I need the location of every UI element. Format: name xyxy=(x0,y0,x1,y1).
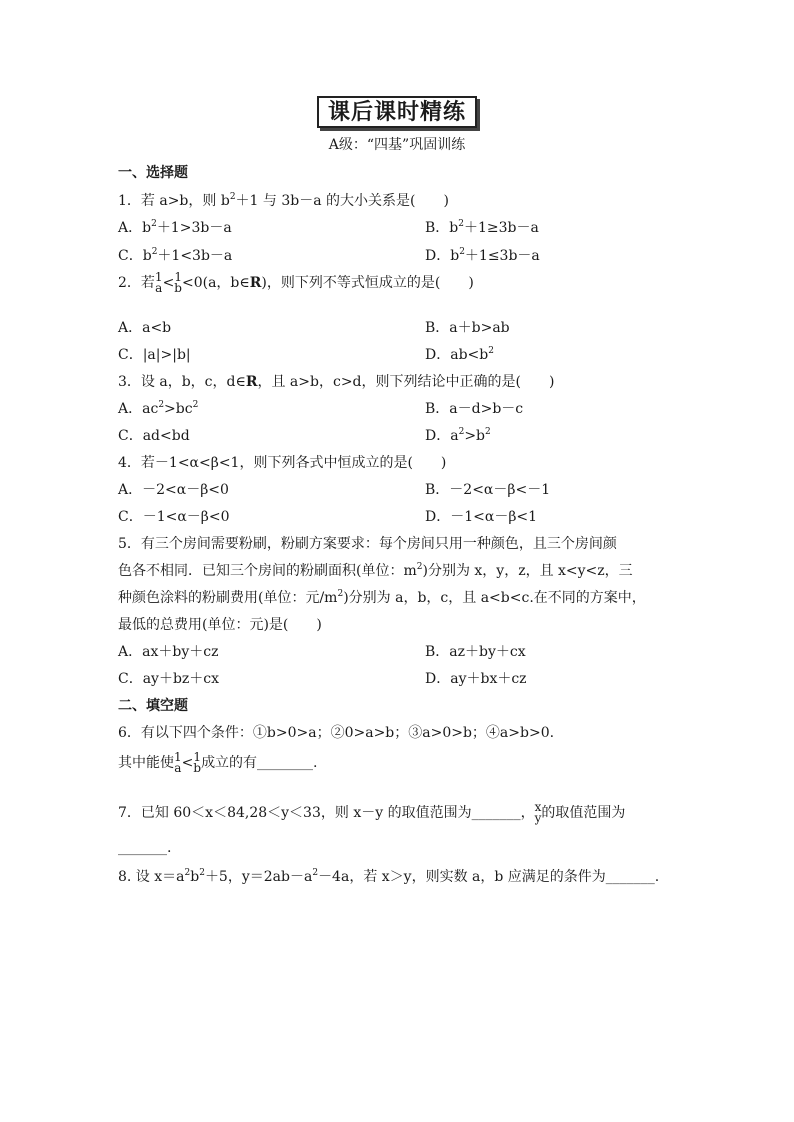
option-text: >bc xyxy=(164,401,193,417)
question-4-stem: 4．若－1<α<β<1，则下列各式中恒成立的是( ) xyxy=(118,455,447,471)
q1-option-b[interactable] xyxy=(425,217,539,237)
frac-den: a xyxy=(174,761,182,775)
fraction-1-over-b xyxy=(174,272,182,294)
q5-option-b[interactable]: B．az＋by＋cx xyxy=(425,644,526,660)
question-7-line-1 xyxy=(118,802,625,824)
option-text: D．a xyxy=(425,428,459,444)
frac-den: b xyxy=(174,281,182,295)
q2-option-a[interactable]: A．a<b xyxy=(118,320,172,336)
q7-answer-blank[interactable]: _______. xyxy=(118,840,172,856)
page-title: 课后课时精练 xyxy=(317,96,477,128)
q3-stem-part: 3．设 a，b，c，d∈ xyxy=(118,374,246,390)
option-text: D．ab<b xyxy=(425,347,489,363)
q7-text[interactable]: 7．已知 60＜x＜84,28＜y＜33，则 x－y 的取值范围为_______， xyxy=(118,805,535,821)
q6-answer-blank[interactable]: 成立的有________. xyxy=(201,755,318,771)
question-5-line-4: 最低的总费用(单位：元)是( ) xyxy=(118,617,322,633)
frac-num: x xyxy=(534,800,542,814)
q5-sup: 2 xyxy=(416,562,423,572)
frac-den: y xyxy=(534,811,542,825)
q8-answer-blank[interactable]: －4a，若 x＞y，则实数 a，b 应满足的条件为_______. xyxy=(318,869,660,885)
q7-text: 的取值范围为 xyxy=(541,805,626,821)
q4-option-b[interactable]: B．－2<α－β<－1 xyxy=(425,482,551,498)
question-1-stem xyxy=(118,190,449,210)
option-sup: 2 xyxy=(488,346,494,356)
option-text: A．ac xyxy=(118,401,159,417)
q2-option-c[interactable]: C．|a|>|b| xyxy=(118,347,191,363)
q2-option-d[interactable] xyxy=(425,344,494,364)
q8-sup: 2 xyxy=(184,868,191,878)
question-5-line-2 xyxy=(118,560,633,580)
frac-num: 1 xyxy=(174,270,182,284)
q5-text: 色各不相同．已知三个房间的粉刷面积(单位：m xyxy=(118,563,417,579)
fraction-1-over-a xyxy=(174,752,182,774)
q1-stem-part: 1．若 a>b，则 b xyxy=(118,193,230,209)
q1-stem-sup: 2 xyxy=(229,192,236,202)
fraction-1-over-a xyxy=(155,272,163,294)
q4-option-d[interactable]: D．－1<α－β<1 xyxy=(425,509,538,525)
q1-option-d[interactable] xyxy=(425,245,540,265)
option-sup: 2 xyxy=(485,427,491,437)
q3-option-c[interactable]: C．ad<bd xyxy=(118,428,190,444)
option-text: ＋1<3b－a xyxy=(157,248,233,264)
frac-num: 1 xyxy=(154,270,163,284)
q5-text: )分别为 x，y，z，且 x<y<z，三 xyxy=(422,563,633,579)
q8-sup: 2 xyxy=(199,868,205,878)
q8-text: 8. 设 x＝a xyxy=(118,869,185,885)
option-text: B．b xyxy=(425,220,459,236)
section-heading-fill: 二、填空题 xyxy=(118,698,188,714)
q3-stem-part: ，且 a>b，c>d，则下列结论中正确的是( ) xyxy=(257,374,555,390)
option-text: >b xyxy=(464,428,486,444)
question-6-line-2 xyxy=(118,752,318,774)
q4-option-a[interactable]: A．－2<α－β<0 xyxy=(118,482,229,498)
q2-stem-part: 2．若 xyxy=(118,275,155,291)
q2-stem-part: )，则下列不等式恒成立的是( ) xyxy=(261,275,474,291)
q8-text: b xyxy=(190,869,200,885)
section-heading-choice: 一、选择题 xyxy=(118,165,188,181)
real-set-symbol: R xyxy=(245,374,258,390)
q5-text: 种颜色涂料的粉刷费用(单位：元/m xyxy=(118,590,338,606)
q3-option-b[interactable]: B．a－d>b－c xyxy=(425,401,524,417)
q5-sup: 2 xyxy=(337,589,344,599)
q5-option-d[interactable]: D．ay＋bx＋cz xyxy=(425,671,527,687)
question-8 xyxy=(118,866,659,886)
q8-text: ＋5，y＝2ab－a xyxy=(204,869,313,885)
less-than: < xyxy=(162,275,175,291)
frac-den: b xyxy=(193,761,202,775)
option-text: D．b xyxy=(425,248,460,264)
option-text: ＋1>3b－a xyxy=(156,220,232,236)
option-sup: 2 xyxy=(458,219,464,229)
title-area xyxy=(0,96,794,128)
q8-sup: 2 xyxy=(312,868,319,878)
question-5-line-1: 5．有三个房间需要粉刷，粉刷方案要求：每个房间只用一种颜色，且三个房间颜 xyxy=(118,536,617,552)
q6-text: 其中能使 xyxy=(118,755,174,771)
q2-option-b[interactable]: B．a＋b>ab xyxy=(425,320,510,336)
question-6-line-1: 6．有以下四个条件：①b>0>a；②0>a>b；③a>0>b；④a>b>0. xyxy=(118,725,555,741)
q3-option-a[interactable] xyxy=(118,398,198,418)
subtitle: A级：“四基”巩固训练 xyxy=(328,137,466,153)
option-sup: 2 xyxy=(151,219,157,229)
q1-option-a[interactable] xyxy=(118,217,232,237)
fraction-1-over-b xyxy=(193,752,201,774)
question-3-stem xyxy=(118,371,554,391)
option-text: C．b xyxy=(118,248,152,264)
option-sup: 2 xyxy=(458,427,465,437)
frac-num: 1 xyxy=(193,750,202,764)
q3-option-d[interactable] xyxy=(425,425,491,445)
option-sup: 2 xyxy=(459,247,465,257)
real-set-symbol: R xyxy=(249,275,262,291)
question-2-stem xyxy=(118,272,474,294)
option-sup: 2 xyxy=(192,400,199,410)
q5-text: )分别为 a，b，c，且 a<b<c.在不同的方案中， xyxy=(343,590,646,606)
option-sup: 2 xyxy=(158,400,165,410)
q2-stem-part: <0(a，b∈ xyxy=(181,275,250,291)
q4-option-c[interactable]: C．－1<α－β<0 xyxy=(118,509,230,525)
option-sup: 2 xyxy=(151,247,158,257)
q1-option-c[interactable] xyxy=(118,245,232,265)
less-than: < xyxy=(181,755,194,771)
q1-stem-part: ＋1 与 3b－a 的大小关系是( ) xyxy=(235,193,449,209)
q5-option-c[interactable]: C．ay＋bz＋cx xyxy=(118,671,220,687)
frac-num: 1 xyxy=(174,750,182,764)
q5-option-a[interactable]: A．ax＋by＋cz xyxy=(118,644,219,660)
option-text: ＋1≥3b－a xyxy=(463,220,539,236)
option-text: ＋1≤3b－a xyxy=(464,248,540,264)
option-text: A．b xyxy=(118,220,152,236)
question-5-line-3 xyxy=(118,587,646,607)
frac-den: a xyxy=(155,281,163,295)
